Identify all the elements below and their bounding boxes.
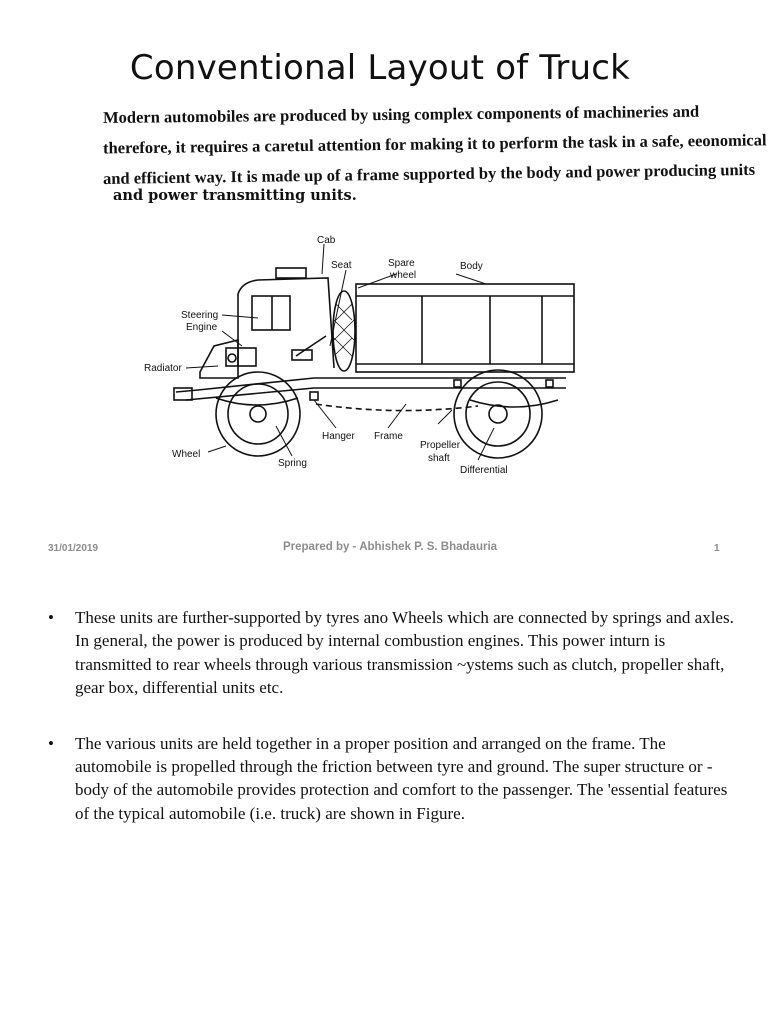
bullet-text-2: The various units are held together in a proper position and arranged on the frame. The automobile is propelled through the friction between tyre and ground. The super structure or -body of the automobile provides protection and comfort to the passenger. The 'essential features of the typical automobile (i.e. truck) are shown in Figure. [75,733,728,823]
slide-title: Conventional Layout of Truck [129,48,631,88]
label-radiator: Radiator [144,363,182,374]
label-steering-2: Engine [186,322,218,333]
label-spring: Spring [278,458,307,469]
intro-line-2: therefore, it requires a caretul attention for making it to perform the task in a safe, eeonomical [102,130,767,158]
engine-block [226,348,256,366]
label-cab: Cab [317,235,336,246]
footer-author: Prepared by - Abhishek P. S. Bhadauria [282,541,498,553]
bullet-text-1: These units are further-supported by tyres ano Wheels which are connected by springs and axles. In general, the power is produced by internal combustion engines. This power inturn is transmitted to rear wheels through various transmission ~ystems such as clutch, propeller shaft, gear box, differential units etc. [75,608,734,698]
truck-layout-diagram [126,228,596,488]
footer-date: 31/01/2019 [48,543,99,554]
intro-paragraph [102,100,767,206]
label-propeller-1: Propeller [420,440,461,451]
rear-wheel-shape [454,370,542,458]
bullet-dot: • [48,608,54,627]
intro-line-1: Modern automobiles are produced by using complex components of machineries and [102,101,700,127]
label-seat: Seat [331,260,352,271]
truck-drawing [126,228,596,488]
label-steering-1: Steering [181,310,219,321]
bullet-dot: • [48,733,54,753]
label-frame: Frame [374,431,403,442]
bonnet-shape [200,340,238,378]
label-propeller-2: shaft [428,453,450,464]
label-body: Body [460,261,483,272]
label-spare-wheel-1: Spare [388,258,415,269]
label-spare-wheel-2: wheel [390,270,417,281]
label-differential: Differential [460,465,508,476]
label-hanger: Hanger [322,431,355,442]
cab-window [252,296,290,330]
notes-text [48,606,738,857]
footer-page-number: 1 [714,543,720,554]
intro-line-3: and efficient way. It is made up of a frame supported by the body and power producing units [102,159,756,188]
bullet-item [48,606,738,700]
intro-line-4: and power transmitting units. [113,187,357,204]
bullet-item [48,732,738,826]
spare-wheel-shape [333,291,355,371]
label-wheel: Wheel [172,449,201,460]
